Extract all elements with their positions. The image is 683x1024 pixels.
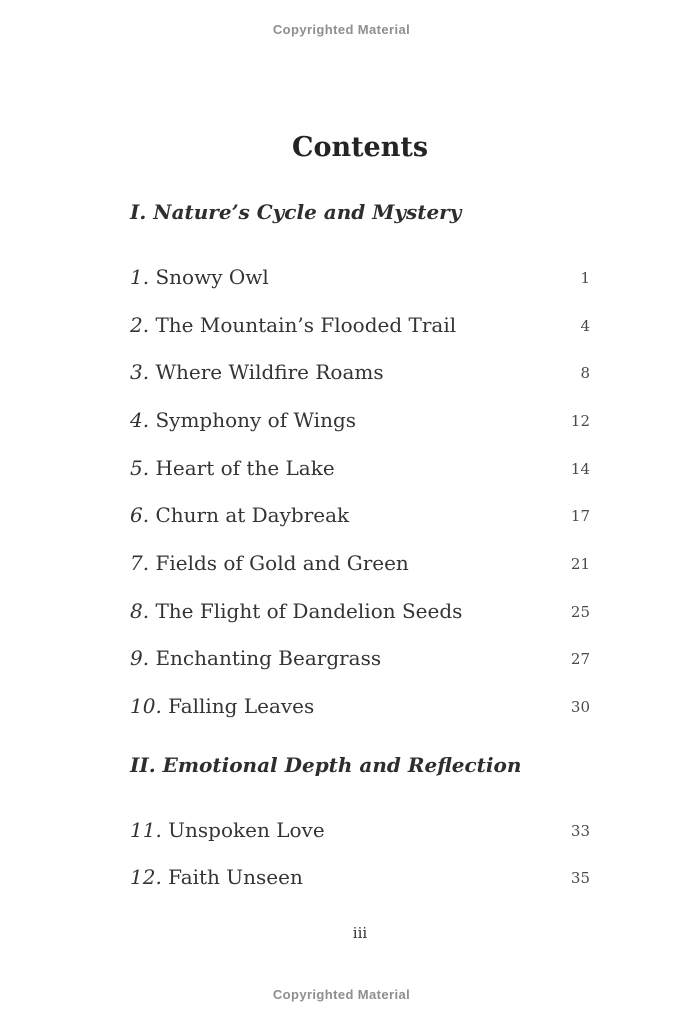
entry-page-number: 33 [570,821,590,840]
entry-number: 6. [130,503,156,528]
entry-text: Fields of Gold and Green [155,550,409,575]
entry-page-number: 27 [570,650,590,669]
folio-page-number: iii [352,924,368,942]
entry-page-number: 21 [570,554,590,573]
toc-entry [130,539,590,587]
entry-number: 10. [130,694,169,719]
toc-entry [130,587,590,635]
entry-title [130,599,462,623]
bottom-copyright-notice: Copyrighted Material [272,987,411,1002]
entry-title [130,408,356,432]
entry-page-number: 17 [570,507,590,526]
entry-number: 4. [130,407,156,432]
entry-text: Churn at Daybreak [155,503,350,528]
entry-number: 8. [130,598,156,623]
entry-title [130,551,409,575]
entry-number: 7. [130,550,156,575]
entry-page-number: 1 [580,268,590,287]
entry-text: The Flight of Dandelion Seeds [155,598,463,623]
entry-text: The Mountain’s Flooded Trail [155,312,457,337]
entry-title [130,456,335,480]
entry-title [130,313,456,337]
entry-number: 9. [130,646,156,671]
entry-text: Faith Unseen [168,865,303,890]
toc-section [130,188,590,730]
entry-page-number: 35 [570,869,590,888]
section-heading: I. Nature’s Cycle and Mystery [130,200,462,224]
entry-title [130,360,384,384]
entry-text: Heart of the Lake [155,455,335,480]
toc-entry [130,682,590,730]
contents-title: Contents [291,132,429,164]
entry-page-number: 12 [570,411,590,430]
entry-number: 11. [130,817,169,842]
entry-title [130,265,269,289]
entry-text: Enchanting Beargrass [155,646,382,671]
entry-number: 1. [130,264,156,289]
toc-entry [130,854,590,902]
toc-entry [130,491,590,539]
entry-text: Where Wildfire Roams [155,360,384,385]
entry-page-number: 25 [570,602,590,621]
entry-page-number: 30 [570,698,590,717]
toc-entry [130,301,590,349]
entry-text: Unspoken Love [168,817,325,842]
top-copyright-notice: Copyrighted Material [272,22,411,37]
toc-entry [130,635,590,683]
entry-number: 3. [130,360,156,385]
entry-title [130,865,303,889]
toc-entry [130,348,590,396]
entry-text: Falling Leaves [168,694,315,719]
entry-number: 12. [130,865,169,890]
toc-entry [130,806,590,854]
entry-title [130,694,314,718]
entry-text: Symphony of Wings [155,407,357,432]
entry-number: 2. [130,312,156,337]
entry-page-number: 14 [570,459,590,478]
toc-entry [130,396,590,444]
entry-text: Snowy Owl [155,264,269,289]
entry-number: 5. [130,455,156,480]
entry-page-number: 8 [580,364,590,383]
entry-title [130,818,325,842]
entry-page-number: 4 [580,316,590,335]
entry-title [130,503,349,527]
entry-title [130,646,381,670]
section-heading: II. Emotional Depth and Reflection [130,752,522,777]
toc-entry [130,444,590,492]
toc-entry [130,253,590,301]
toc [130,188,590,901]
toc-section [130,741,590,901]
